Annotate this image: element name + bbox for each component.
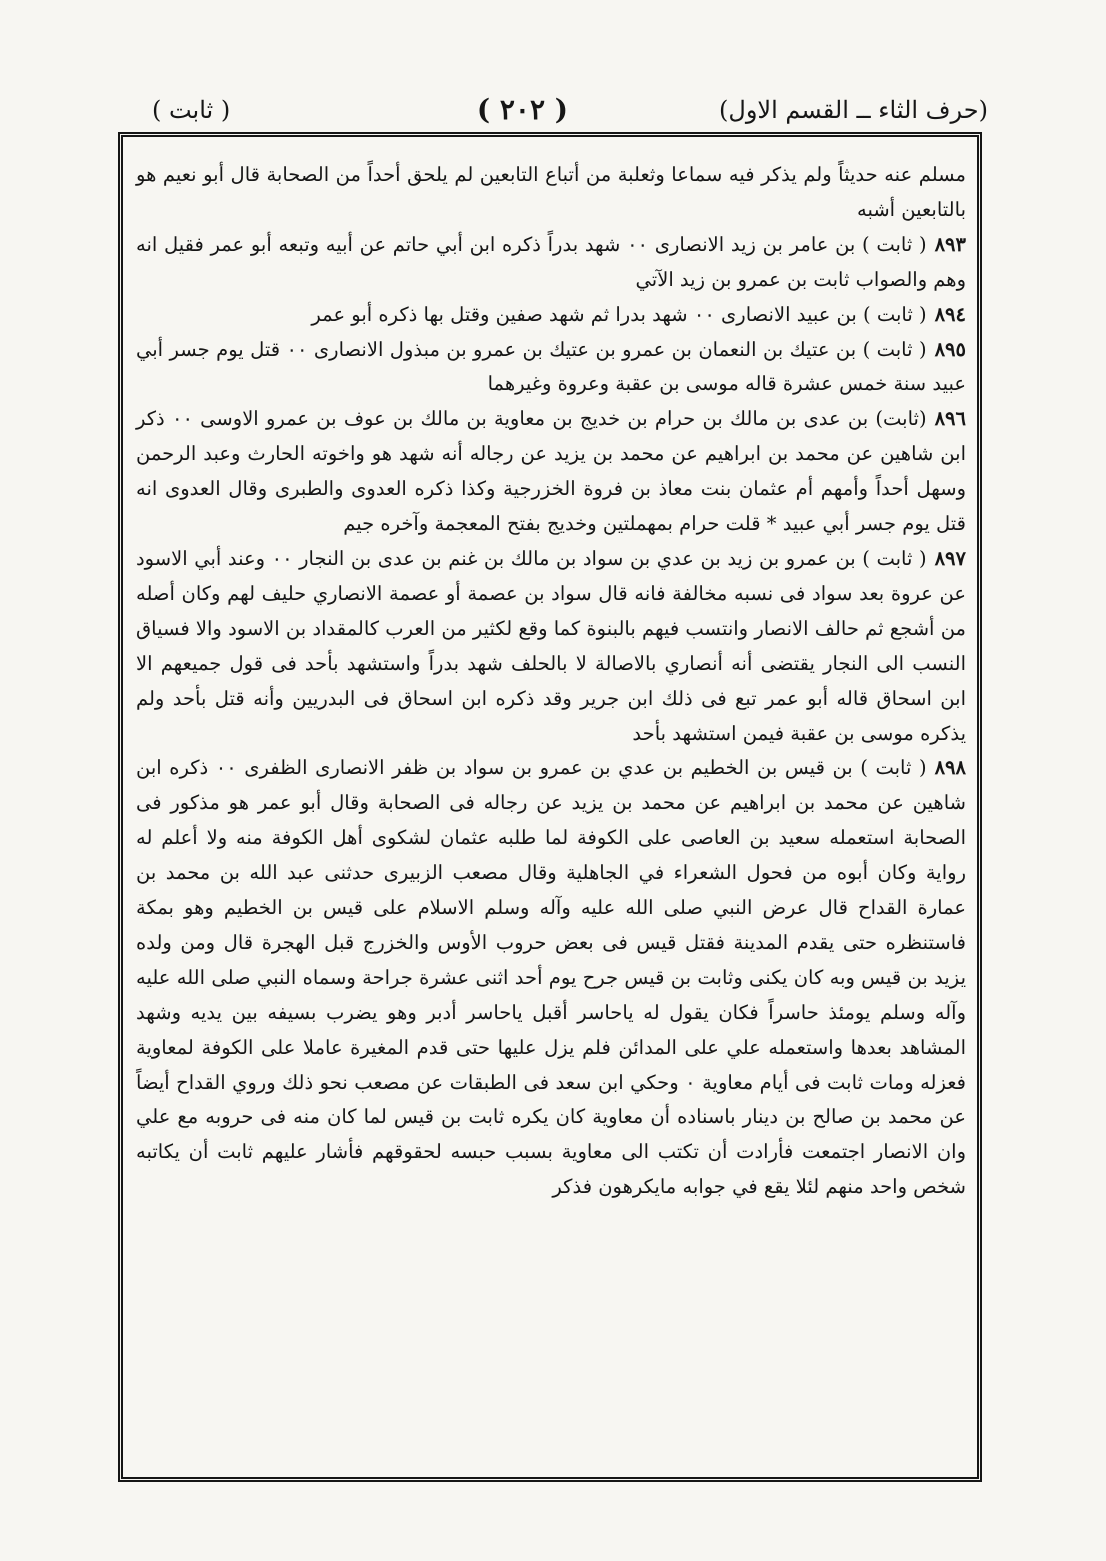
entry-894 — [136, 298, 966, 333]
page-header — [118, 92, 988, 128]
intro-paragraph: مسلم عنه حديثاً ولم يذكر فيه سماعا وثعلبة من أتباع التابعين لم يلحق أحداً من الصحابة قال أبو نعيم هو بالتابعين أشبه — [136, 163, 966, 221]
entry-number: ٨٩٦ — [934, 407, 966, 431]
entry-text: ( ثابت ) بن عبيد الانصارى ٠٠ شهد بدرا ثم شهد صفين وقتل بها ذكره أبو عمر — [311, 302, 927, 326]
entry-text: ( ثابت ) بن عامر بن زيد الانصارى ٠٠ شهد بدراً ذكره ابن أبي حاتم عن أبيه وتبعه أبو عمر فقيل انه وهم والصواب ثابت بن عمرو بن زيد الآتي — [136, 232, 966, 291]
entry-text: ( ثابت ) بن عمرو بن زيد بن عدي بن سواد بن مالك بن غنم بن عدى بن النجار ٠٠ وعند أبي الاسود عن عروة بعد سواد فى نسبه مخالفة فانه قال سواد بن عصمة أو عصمة الانصاري حليف لهم وكان أصله من أشجع ثم حالف الانصار وانتسب فيهم بالبنوة كما وقع لكثير من العرب كالمقداد بن الاسود والا فسياق النسب الى النجار يقتضى أنه أنصاري بالاصالة لا بالحلف شهد بدراً واستشهد بأحد فى قول جميعهم الا ابن اسحاق قاله أبو عمر تبع فى ذلك ابن جرير وقد ذكره ابن اسحاق فى البدريين وأنه قتل بأحد ولم يذكره موسى بن عقبة فيمن استشهد بأحد — [136, 546, 966, 745]
entry-number: ٨٩٨ — [934, 756, 966, 780]
entry-898 — [136, 751, 966, 1205]
entry-896 — [136, 402, 966, 542]
body-text — [136, 158, 966, 1205]
page-number: ( ٢٠٢ ) — [476, 93, 568, 126]
entry-893 — [136, 228, 966, 298]
entry-number: ٨٩٣ — [934, 232, 966, 256]
entry-name: ( ثابت ) — [152, 96, 231, 124]
entry-text: ( ثابت ) بن عتيك بن النعمان بن عمرو بن عتيك بن عمرو بن مبذول الانصارى ٠٠ قتل يوم جسر أبي عبيد سنة خمس عشرة قاله موسى بن عقبة وعروة وغيرهما — [136, 337, 966, 396]
entry-text: ( ثابت ) بن قيس بن الخطيم بن عدي بن عمرو بن سواد بن ظفر الانصارى الظفرى ٠٠ ذكره ابن شاهين عن محمد بن ابراهيم عن محمد بن يزيد عن رجاله فى الصحابة وقال أبو عمر هو مذكور فى الصحابة استعمله سعيد بن العاصى على الكوفة لما طلبه عثمان لشكوى أهل الكوفة منه ولا أعلم له رواية وكان أبوه من فحول الشعراء في الجاهلية وقال مصعب الزبيرى حدثنى عبد الله بن محمد بن عمارة القداح قال عرض النبي صلى الله عليه وآله وسلم الاسلام على قيس بن الخطيم وهو بمكة فاستنظره حتى يقدم المدينة فقتل قيس فى بعض حروب الأوس والخزرج قبل الهجرة قال ومن ولده يزيد بن قيس وبه كان يكنى وثابت بن قيس جرح يوم أحد اثنى عشرة جراحة وسماه النبي صلى الله عليه وآله وسلم يومئذ حاسراً فكان يقول له ياحاسر أقبل ياحاسر أدبر وهو يضرب بسيفه بين يديه وشهد المشاهد بعدها واستعمله علي على المدائن فلم يزل عليها حتى قدم المغيرة عاملا على الكوفة لمعاوية فعزله ومات ثابت فى أيام معاوية ٠ وحكي ابن سعد فى الطبقات عن مصعب نحو ذلك وروي القداح أيضاً عن محمد بن صالح بن دينار باسناده أن معاوية كان يكره ثابت بن قيس لما كان منه فى حروبه مع علي وان الانصار اجتمعت فأرادت أن تكتب الى معاوية بسبب حبسه لحقوقهم فأشار عليهم ثابت أن يكاتبه شخص واحد منهم لئلا يقع في جوابه مايكرهون فذكر — [136, 756, 966, 1199]
section-title: (حرف الثاء ــ القسم الاول) — [719, 96, 988, 124]
entry-number: ٨٩٧ — [934, 546, 966, 570]
entry-text: (ثابت) بن عدى بن مالك بن حرام بن خديج بن معاوية بن مالك بن عوف بن عمرو الاوسى ٠٠ ذكر ابن شاهين عن محمد بن ابراهيم عن محمد بن يزيد عن رجاله أنه شهد هو واخوته الحارث وعبد الرحمن وسهل أحداً وأمهم أم عثمان بنت معاذ بن فروة الخزرجية وكذا ذكره العدوى والطبرى وقال العدوى انه قتل يوم جسر أبي عبيد * قلت حرام بمهملتين وخديج بفتح المعجمة وآخره جيم — [136, 407, 966, 536]
entry-number: ٨٩٥ — [934, 337, 966, 361]
entry-number: ٨٩٤ — [934, 302, 966, 326]
entry-895 — [136, 333, 966, 403]
entry-897 — [136, 542, 966, 751]
